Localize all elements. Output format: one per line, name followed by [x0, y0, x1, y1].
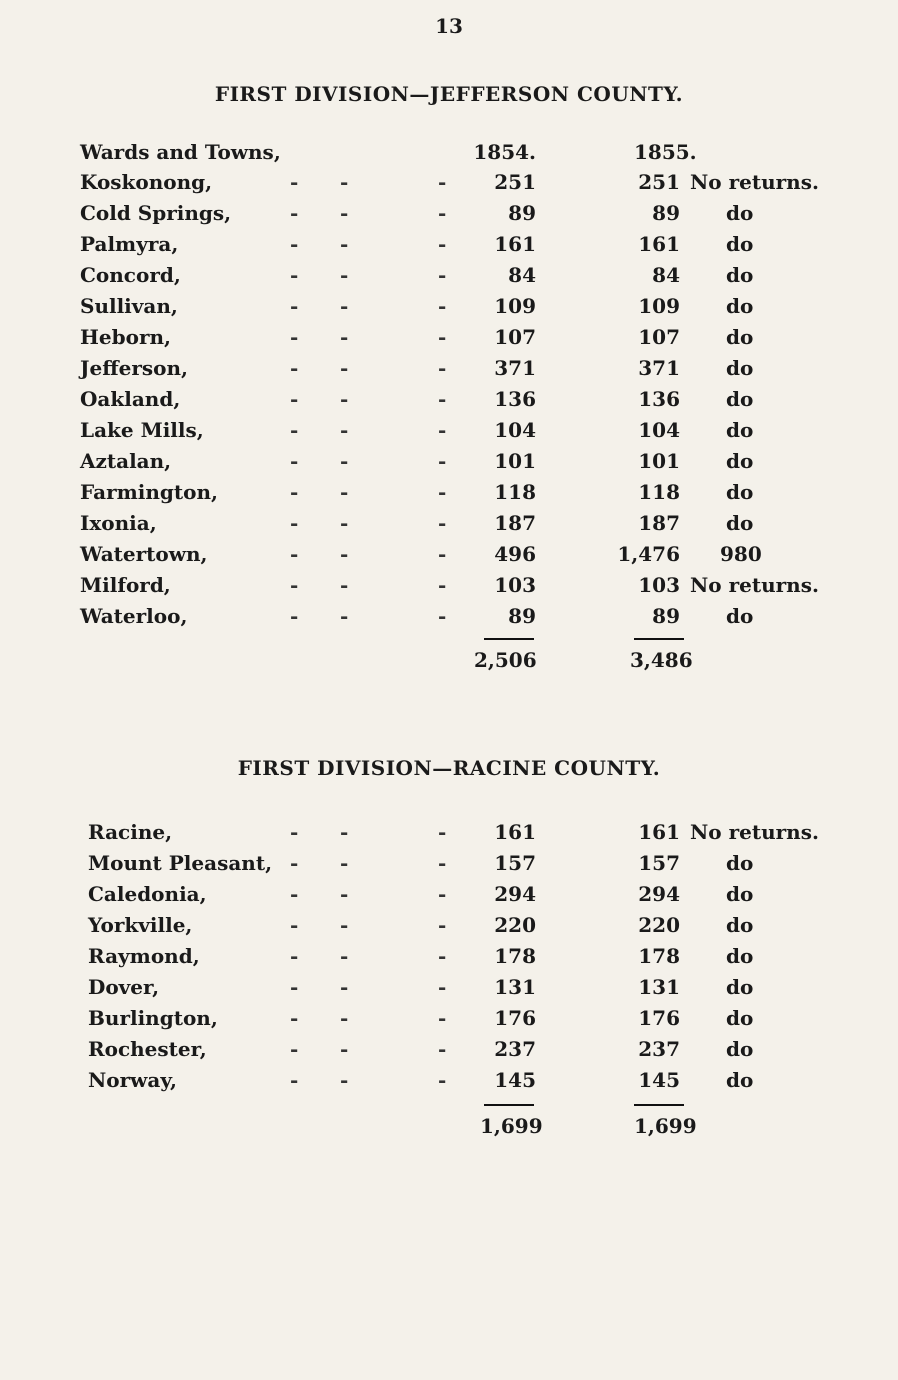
- leader-dash: -: [290, 232, 299, 256]
- value-1854: 131: [494, 975, 536, 999]
- leader-dash: -: [340, 573, 349, 597]
- leader-dash: -: [340, 325, 349, 349]
- leader-dash: -: [290, 882, 299, 906]
- leader-dash: -: [290, 820, 299, 844]
- leader-dash: -: [290, 944, 299, 968]
- leader-dash: -: [290, 449, 299, 473]
- remark: do: [726, 201, 754, 225]
- leader-dash: -: [340, 387, 349, 411]
- leader-dash: -: [340, 975, 349, 999]
- leader-dash: -: [290, 201, 299, 225]
- table-row: [0, 511, 898, 541]
- value-1855: 109: [638, 294, 680, 318]
- header-year-1855: 1855.: [634, 140, 697, 164]
- leader-dash: -: [290, 851, 299, 875]
- leader-dash: -: [438, 201, 447, 225]
- racine-section-title: FIRST DIVISION—RACINE COUNTY.: [237, 756, 661, 780]
- town-name: Raymond,: [88, 944, 200, 968]
- table-row: [0, 387, 898, 417]
- remark: No returns.: [690, 573, 819, 597]
- leader-dash: -: [438, 449, 447, 473]
- town-name: Watertown,: [80, 542, 208, 566]
- town-name: Norway,: [88, 1068, 178, 1092]
- leader-dash: -: [340, 1006, 349, 1030]
- leader-dash: -: [438, 604, 447, 628]
- town-name: Burlington,: [88, 1006, 218, 1030]
- remark: do: [726, 325, 754, 349]
- table-row: [0, 944, 898, 974]
- jefferson-total-rule-1854: [484, 638, 534, 640]
- page-number: 13: [435, 14, 463, 38]
- leader-dash: -: [438, 944, 447, 968]
- leader-dash: -: [340, 604, 349, 628]
- jefferson-header-row: [0, 140, 898, 170]
- value-1854: 84: [508, 263, 536, 287]
- value-1855: 220: [638, 913, 680, 937]
- remark: No returns.: [690, 820, 819, 844]
- table-row: [0, 170, 898, 200]
- leader-dash: -: [340, 449, 349, 473]
- leader-dash: -: [290, 1037, 299, 1061]
- leader-dash: -: [340, 356, 349, 380]
- value-1854: 104: [494, 418, 536, 442]
- remark: do: [726, 418, 754, 442]
- leader-dash: -: [290, 975, 299, 999]
- jefferson-total-1854: 2,506: [474, 648, 537, 672]
- town-name: Caledonia,: [88, 882, 207, 906]
- leader-dash: -: [438, 263, 447, 287]
- remark: do: [726, 263, 754, 287]
- table-row: [0, 356, 898, 386]
- table-row: [0, 325, 898, 355]
- value-1855: 187: [638, 511, 680, 535]
- value-1854: 176: [494, 1006, 536, 1030]
- town-name: Dover,: [88, 975, 160, 999]
- value-1854: 496: [494, 542, 536, 566]
- value-1855: 237: [638, 1037, 680, 1061]
- town-name: Ixonia,: [80, 511, 157, 535]
- table-row: [0, 232, 898, 262]
- leader-dash: -: [290, 1006, 299, 1030]
- town-name: Palmyra,: [80, 232, 179, 256]
- value-1854: 89: [508, 604, 536, 628]
- leader-dash: -: [438, 820, 447, 844]
- leader-dash: -: [340, 170, 349, 194]
- remark: do: [726, 851, 754, 875]
- value-1855: 136: [638, 387, 680, 411]
- leader-dash: -: [340, 944, 349, 968]
- value-1855: 161: [638, 820, 680, 844]
- racine-total-rule-1855: [634, 1104, 684, 1106]
- leader-dash: -: [438, 294, 447, 318]
- value-1855: 118: [638, 480, 680, 504]
- value-1854: 109: [494, 294, 536, 318]
- leader-dash: -: [438, 573, 447, 597]
- leader-dash: -: [290, 480, 299, 504]
- value-1855: 145: [638, 1068, 680, 1092]
- leader-dash: -: [340, 542, 349, 566]
- town-name: Jefferson,: [80, 356, 188, 380]
- leader-dash: -: [438, 511, 447, 535]
- leader-dash: -: [438, 170, 447, 194]
- leader-dash: -: [438, 1037, 447, 1061]
- value-1855: 89: [652, 201, 680, 225]
- remark: do: [726, 882, 754, 906]
- leader-dash: -: [290, 511, 299, 535]
- leader-dash: -: [438, 882, 447, 906]
- value-1854: 118: [494, 480, 536, 504]
- town-name: Aztalan,: [80, 449, 172, 473]
- remark: do: [726, 232, 754, 256]
- value-1855: 161: [638, 232, 680, 256]
- town-name: Mount Pleasant,: [88, 851, 273, 875]
- town-name: Lake Mills,: [80, 418, 204, 442]
- remark: do: [726, 1006, 754, 1030]
- value-1854: 107: [494, 325, 536, 349]
- leader-dash: -: [438, 542, 447, 566]
- value-1854: 294: [494, 882, 536, 906]
- remark: do: [726, 511, 754, 535]
- leader-dash: -: [340, 418, 349, 442]
- header-wards-towns: Wards and Towns,: [80, 140, 281, 164]
- remark: 980: [720, 542, 762, 566]
- town-name: Farmington,: [80, 480, 218, 504]
- table-row: [0, 975, 898, 1005]
- town-name: Heborn,: [80, 325, 171, 349]
- value-1855: 89: [652, 604, 680, 628]
- leader-dash: -: [340, 201, 349, 225]
- table-row: [0, 604, 898, 634]
- table-row: [0, 294, 898, 324]
- town-name: Concord,: [80, 263, 181, 287]
- value-1854: 161: [494, 820, 536, 844]
- leader-dash: -: [340, 1068, 349, 1092]
- leader-dash: -: [438, 356, 447, 380]
- leader-dash: -: [340, 820, 349, 844]
- remark: do: [726, 913, 754, 937]
- value-1855: 157: [638, 851, 680, 875]
- leader-dash: -: [438, 913, 447, 937]
- leader-dash: -: [290, 325, 299, 349]
- leader-dash: -: [290, 356, 299, 380]
- header-year-1854: 1854.: [473, 140, 536, 164]
- value-1854: 187: [494, 511, 536, 535]
- value-1854: 178: [494, 944, 536, 968]
- town-name: Yorkville,: [88, 913, 193, 937]
- leader-dash: -: [290, 263, 299, 287]
- remark: do: [726, 944, 754, 968]
- table-row: [0, 820, 898, 850]
- leader-dash: -: [290, 604, 299, 628]
- leader-dash: -: [438, 975, 447, 999]
- leader-dash: -: [290, 294, 299, 318]
- value-1855: 251: [638, 170, 680, 194]
- value-1855: 101: [638, 449, 680, 473]
- leader-dash: -: [438, 480, 447, 504]
- value-1855: 107: [638, 325, 680, 349]
- remark: do: [726, 1068, 754, 1092]
- remark: do: [726, 480, 754, 504]
- racine-total-1855: 1,699: [634, 1114, 697, 1138]
- value-1854: 371: [494, 356, 536, 380]
- leader-dash: -: [438, 387, 447, 411]
- value-1855: 176: [638, 1006, 680, 1030]
- leader-dash: -: [438, 418, 447, 442]
- leader-dash: -: [290, 170, 299, 194]
- leader-dash: -: [438, 325, 447, 349]
- table-row: [0, 263, 898, 293]
- leader-dash: -: [340, 263, 349, 287]
- remark: do: [726, 294, 754, 318]
- leader-dash: -: [340, 294, 349, 318]
- leader-dash: -: [340, 480, 349, 504]
- table-row: [0, 573, 898, 603]
- jefferson-total-1855: 3,486: [630, 648, 693, 672]
- remark: do: [726, 604, 754, 628]
- value-1855: 104: [638, 418, 680, 442]
- value-1854: 136: [494, 387, 536, 411]
- table-row: [0, 542, 898, 572]
- remark: No returns.: [690, 170, 819, 194]
- town-name: Milford,: [80, 573, 171, 597]
- leader-dash: -: [340, 851, 349, 875]
- value-1855: 103: [638, 573, 680, 597]
- remark: do: [726, 975, 754, 999]
- value-1854: 237: [494, 1037, 536, 1061]
- table-row: [0, 1068, 898, 1098]
- leader-dash: -: [438, 851, 447, 875]
- jefferson-section-title: FIRST DIVISION—JEFFERSON COUNTY.: [214, 82, 684, 106]
- leader-dash: -: [438, 232, 447, 256]
- value-1855: 1,476: [617, 542, 680, 566]
- leader-dash: -: [340, 232, 349, 256]
- remark: do: [726, 387, 754, 411]
- table-row: [0, 913, 898, 943]
- table-row: [0, 418, 898, 448]
- value-1855: 131: [638, 975, 680, 999]
- jefferson-total-rule-1855: [634, 638, 684, 640]
- leader-dash: -: [290, 1068, 299, 1092]
- table-row: [0, 851, 898, 881]
- value-1854: 161: [494, 232, 536, 256]
- value-1854: 101: [494, 449, 536, 473]
- value-1854: 157: [494, 851, 536, 875]
- town-name: Oakland,: [80, 387, 181, 411]
- leader-dash: -: [290, 418, 299, 442]
- town-name: Waterloo,: [80, 604, 188, 628]
- value-1854: 251: [494, 170, 536, 194]
- town-name: Sullivan,: [80, 294, 178, 318]
- table-row: [0, 449, 898, 479]
- leader-dash: -: [438, 1068, 447, 1092]
- town-name: Rochester,: [88, 1037, 207, 1061]
- leader-dash: -: [340, 511, 349, 535]
- value-1854: 145: [494, 1068, 536, 1092]
- table-row: [0, 480, 898, 510]
- remark: do: [726, 1037, 754, 1061]
- remark: do: [726, 356, 754, 380]
- town-name: Cold Springs,: [80, 201, 232, 225]
- leader-dash: -: [290, 913, 299, 937]
- town-name: Racine,: [88, 820, 173, 844]
- leader-dash: -: [340, 882, 349, 906]
- table-row: [0, 882, 898, 912]
- value-1855: 371: [638, 356, 680, 380]
- leader-dash: -: [290, 542, 299, 566]
- leader-dash: -: [290, 573, 299, 597]
- table-row: [0, 1037, 898, 1067]
- racine-total-1854: 1,699: [480, 1114, 543, 1138]
- value-1855: 84: [652, 263, 680, 287]
- table-row: [0, 1006, 898, 1036]
- remark: do: [726, 449, 754, 473]
- value-1855: 294: [638, 882, 680, 906]
- leader-dash: -: [340, 913, 349, 937]
- value-1855: 178: [638, 944, 680, 968]
- value-1854: 220: [494, 913, 536, 937]
- leader-dash: -: [438, 1006, 447, 1030]
- leader-dash: -: [340, 1037, 349, 1061]
- value-1854: 89: [508, 201, 536, 225]
- racine-total-rule-1854: [484, 1104, 534, 1106]
- table-row: [0, 201, 898, 231]
- town-name: Koskonong,: [80, 170, 213, 194]
- leader-dash: -: [290, 387, 299, 411]
- value-1854: 103: [494, 573, 536, 597]
